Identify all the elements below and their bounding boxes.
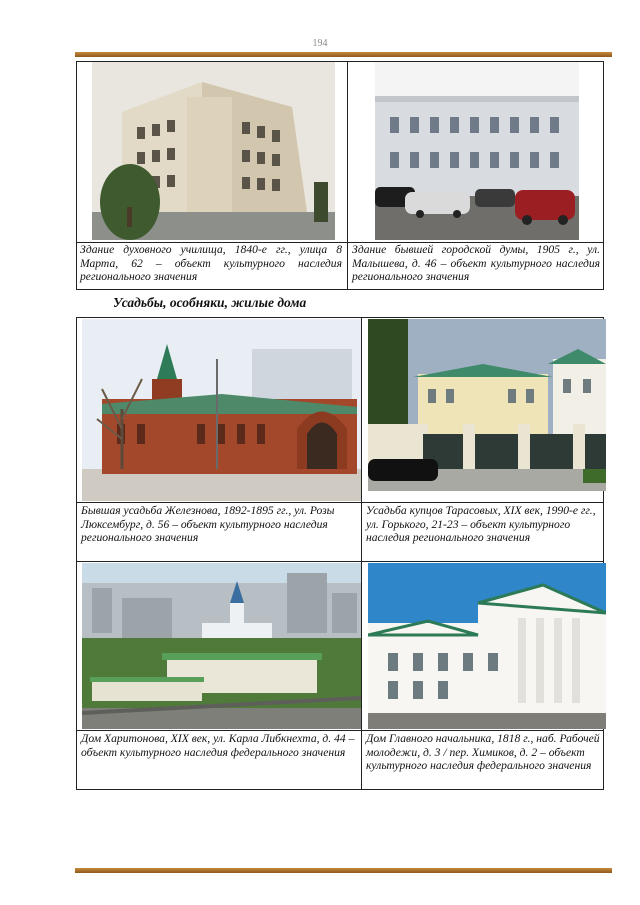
bottom-caption-rule	[76, 730, 604, 731]
main-table-divider	[361, 317, 362, 790]
footer-rule	[75, 868, 612, 873]
top-table-divider	[347, 61, 348, 290]
photo-city-duma-building	[375, 62, 579, 240]
row-separator	[76, 561, 604, 562]
photo-seminary-building	[92, 62, 335, 240]
caption-kharitonov-house: Дом Харитонова, XIX век, ул. Карла Либкнехта, д. 44 – объект культурного наследия федерального значения	[81, 732, 355, 759]
photo-tarasov-estate	[368, 319, 606, 491]
section-heading: Усадьбы, особняки, жилые дома	[113, 295, 307, 310]
caption-seminary-building: Здание духовного училища, 1840-е гг., улица 8 Марта, 62 – объект культурного наследия регионального значения	[80, 243, 342, 284]
middle-caption-rule	[76, 502, 604, 503]
caption-city-duma-building: Здание бывшей городской думы, 1905 г., ул. Малышева, д. 46 – объект культурного наследия регионального значения	[352, 243, 600, 284]
caption-tarasov-estate: Усадьба купцов Тарасовых, XIX век, 1990-е гг., ул. Горького, 21-23 – объект культурного наследия регионального значения	[366, 504, 596, 545]
header-rule	[75, 52, 612, 57]
photo-kharitonov-house	[82, 563, 361, 729]
photo-zheleznov-estate	[82, 319, 361, 501]
photo-chief-house	[368, 563, 606, 729]
caption-zheleznov-estate: Бывшая усадьба Железнова, 1892-1895 гг., ул. Розы Люксембург, д. 56 – объект культурного наследия регионального значения	[81, 504, 335, 545]
page-number: 194	[312, 38, 328, 49]
caption-chief-house: Дом Главного начальника, 1818 г., наб. Рабочей молодежи, д. 3 / пер. Химиков, д. 2 – объект культурного наследия федерального значения	[366, 732, 600, 773]
